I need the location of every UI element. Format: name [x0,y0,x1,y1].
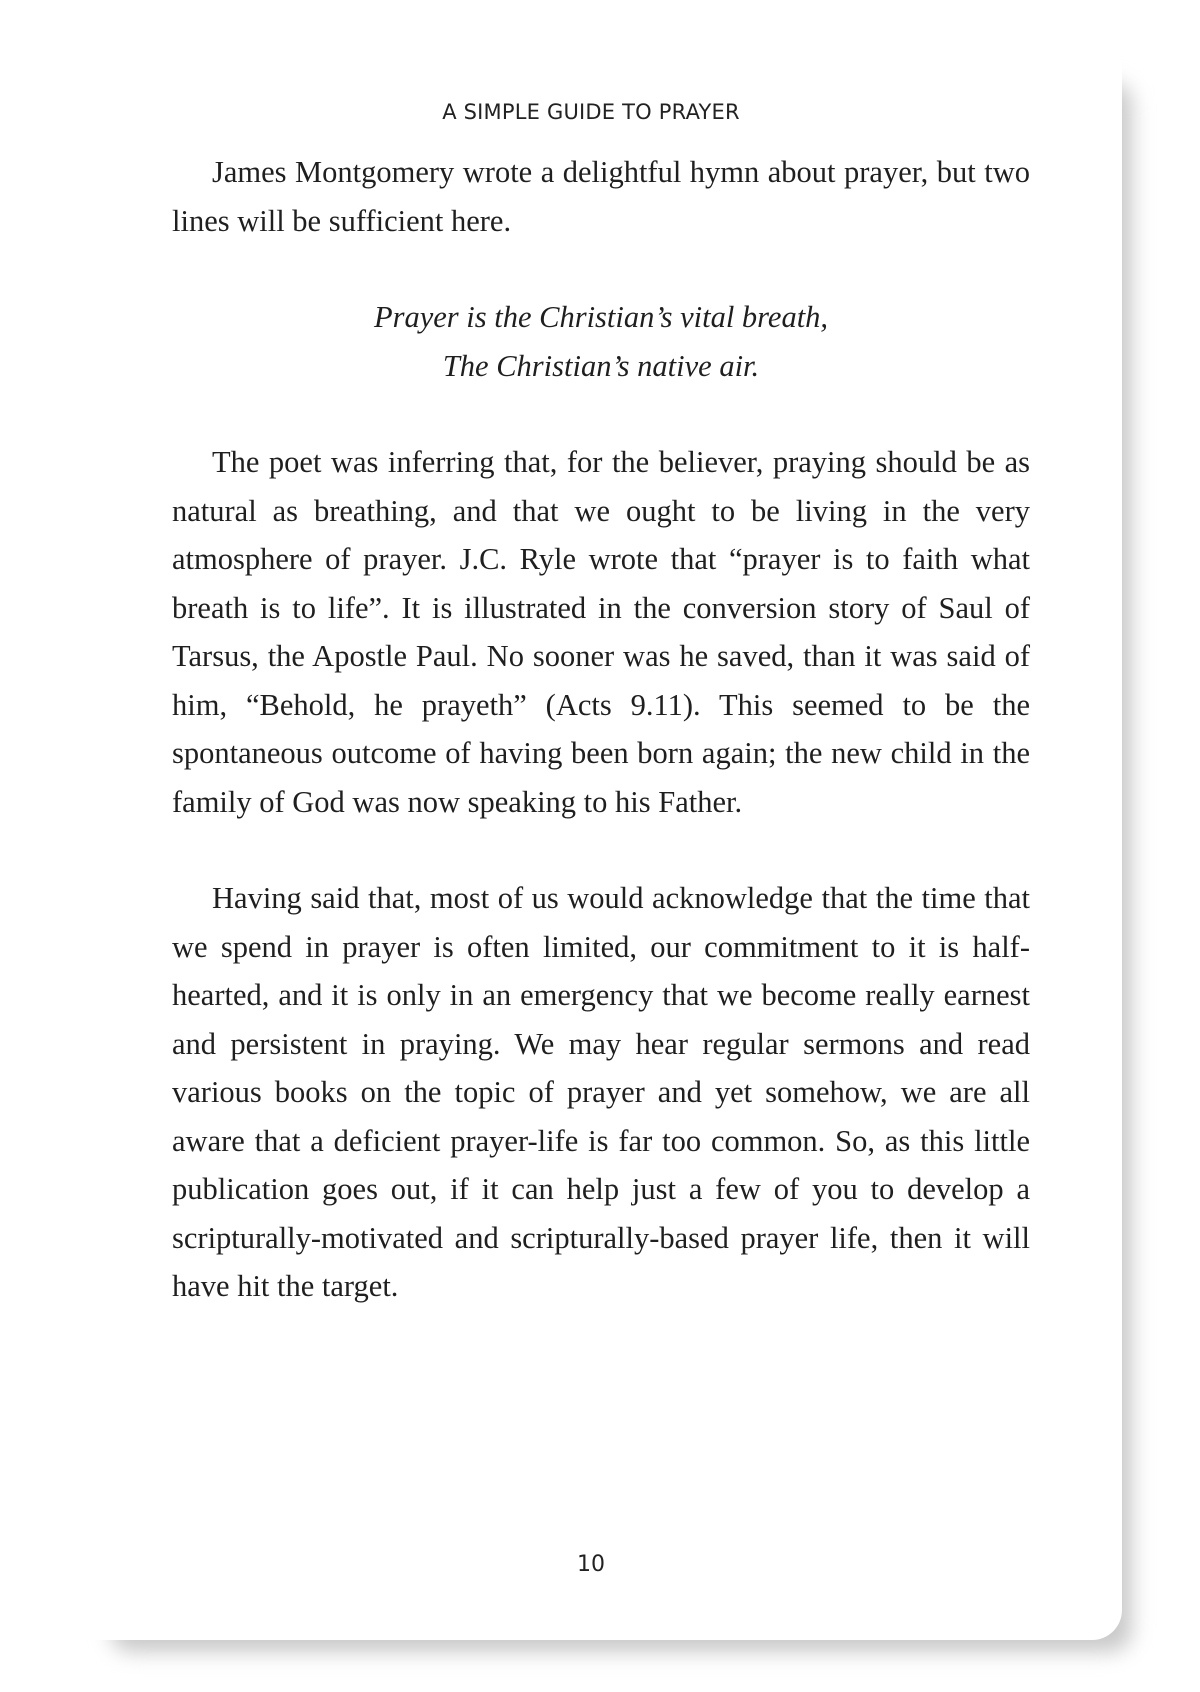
page-body [172,148,1030,1311]
hymn-line-1: Prayer is the Christian’s vital breath, [373,300,829,334]
book-page [60,42,1122,1640]
spacer [172,826,1030,874]
spacer [172,245,1030,293]
hymn-line-2: The Christian’s native air. [442,348,760,383]
running-head: A SIMPLE GUIDE TO PRAYER [442,100,740,124]
body-paragraph-2: The poet was inferring that, for the believer, praying should be as natural as breathing, and that we ought to be living in the very atmosphere of prayer. J.C. Ryle wrote that “prayer is to faith what breath is to life”. It is illustrated in the conversion story of Saul of Tarsus, the Apostle Paul. No sooner was he saved, than it was said of him, “Behold, he prayeth” (Acts 9.11). This seemed to be the spontaneous outcome of having been born again; the new child in the family of God was now speaking to his Father. [172,445,1030,819]
body-paragraph-3: Having said that, most of us would acknowledge that the time that we spend in prayer is often limited, our commitment to it is half-hearted, and it is only in an emergency that we become really earnest and persistent in praying. We may hear regular sermons and read various books on the topic of prayer and yet somehow, we are all aware that a deficient prayer-life is far too common. So, as this little publication goes out, if it can help just a few of you to develop a scripturally-motivated and scripturally-based prayer life, then it will have hit the target. [172,881,1030,1303]
intro-paragraph: James Montgomery wrote a delightful hymn about prayer, but two lines will be sufficient here. [172,155,1030,238]
page-number: 10 [577,1552,605,1577]
hymn-quote [172,293,1030,390]
spacer [172,390,1030,438]
